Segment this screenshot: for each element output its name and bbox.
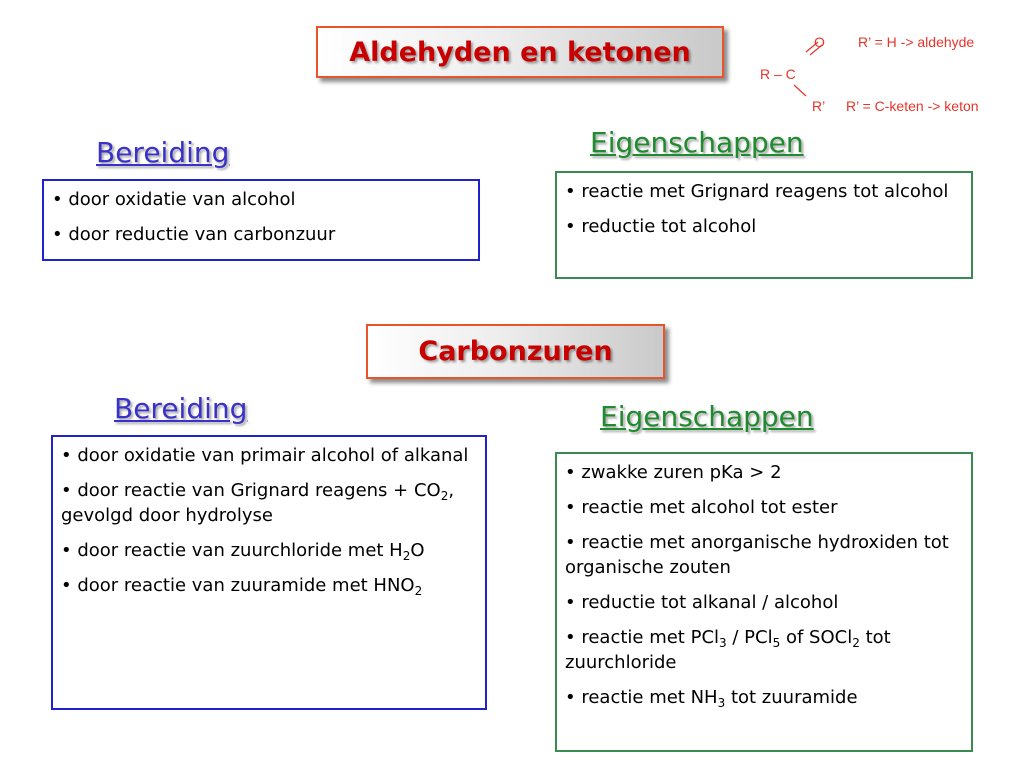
heading-eigenschappen-1: Eigenschappen <box>590 126 804 159</box>
title-aldehyden-ketonen <box>316 26 724 78</box>
list-item: • door reactie van Grignard reagens + $CO_2$, gevolgd door hydrolyse <box>61 480 455 526</box>
list-item: • reactie met alcohol tot ester <box>565 497 838 518</box>
formula-rc: R – C <box>760 66 796 82</box>
formula-note-aldehyde: R’ = H -> aldehyde <box>858 34 975 50</box>
title-carbonzuren <box>366 324 665 379</box>
list-item: • reactie met PCl$_3$ / PCl$_5$ of SOCl$_2$ tot zuurchloride <box>565 627 891 673</box>
heading-eigenschappen-2: Eigenschappen <box>600 400 814 433</box>
list-item: • door reactie van zuurchloride met $H_2O$ <box>61 540 425 563</box>
box-eigenschappen-1 <box>555 171 973 279</box>
heading-bereiding-1: Bereiding <box>96 136 230 169</box>
list-item: • zwakke zuren pKa > 2 <box>565 462 782 483</box>
list-item: • reactie met anorganische hydroxiden tot organische zouten <box>565 532 949 578</box>
list-item: • reactie met $NH_3$ tot zuuramide <box>565 687 858 710</box>
list-item: • reductie tot alkanal / alcohol <box>565 592 839 613</box>
title-text: Carbonzuren <box>418 336 613 367</box>
title-text: Aldehyden en ketonen <box>349 36 691 68</box>
list-item: • reactie met Grignard reagens tot alcohol <box>565 181 949 202</box>
box-bereiding-1 <box>42 179 480 261</box>
list-item: • door reactie van zuuramide met $HNO_2$ <box>61 575 423 598</box>
box-bereiding-2 <box>51 435 487 710</box>
list-item: • door reductie van carbonzuur <box>52 224 336 245</box>
formula-note-keton: R’ = C-keten -> keton <box>846 98 979 114</box>
carbonyl-formula <box>750 30 1020 120</box>
formula-oxygen: O <box>814 34 825 50</box>
formula-rprime: R’ <box>812 98 826 114</box>
list-item: • door oxidatie van primair alcohol of alkanal <box>61 445 469 466</box>
list-item: • reductie tot alcohol <box>565 216 757 237</box>
list-item: • door oxidatie van alcohol <box>52 189 296 210</box>
box-eigenschappen-2 <box>555 452 973 752</box>
heading-bereiding-2: Bereiding <box>114 392 248 425</box>
